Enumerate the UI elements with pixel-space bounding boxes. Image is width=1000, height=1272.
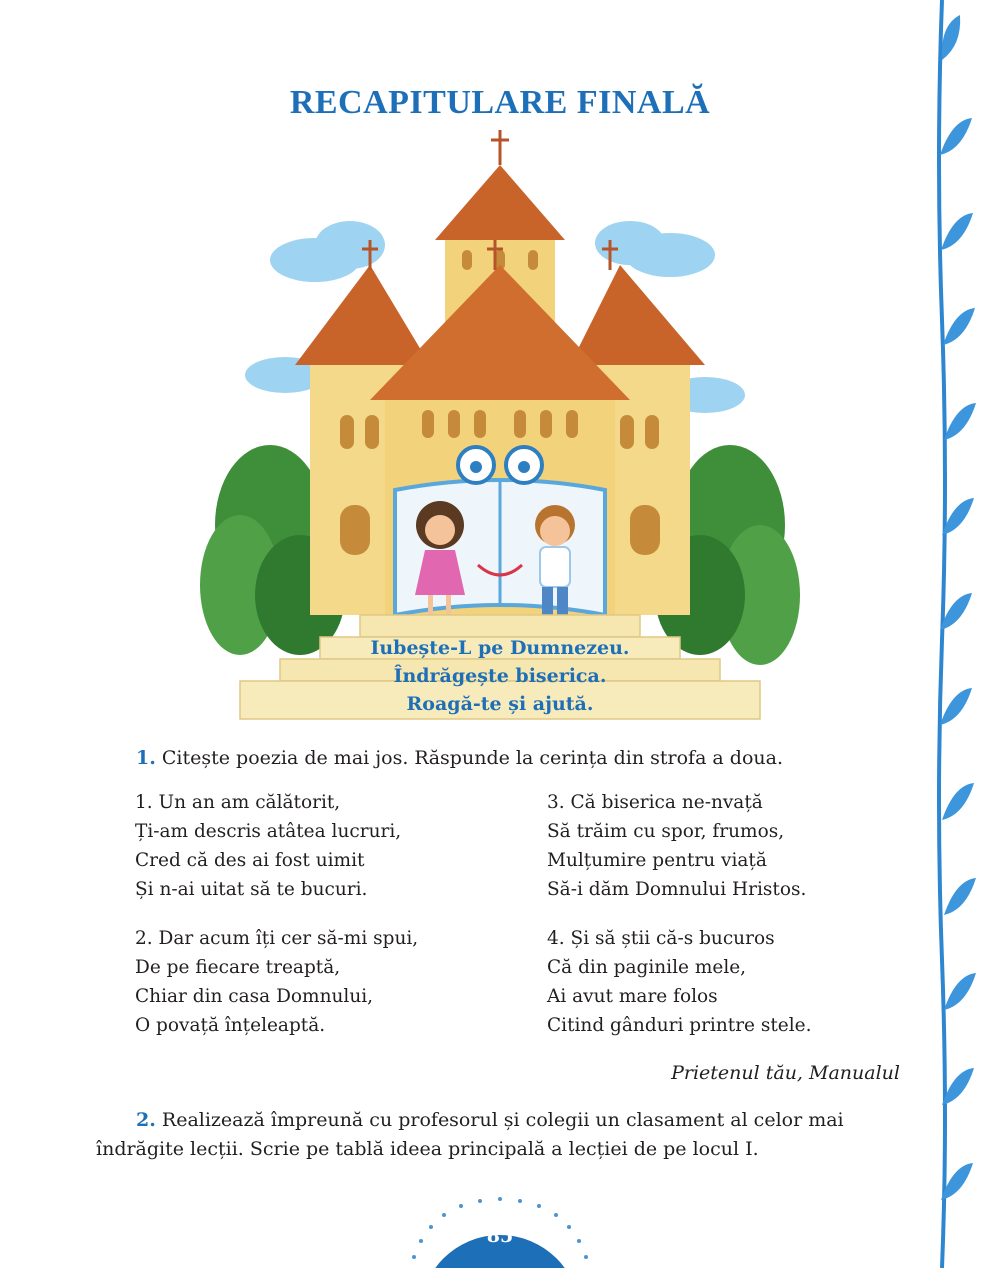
- poem-line: 1. Un an am călătorit,: [135, 792, 341, 813]
- poem-line: Că din paginile mele,: [547, 957, 747, 978]
- poem-line: 2. Dar acum îți cer să-mi spui,: [135, 928, 419, 949]
- motto-line: Iubește-L pe Dumnezeu.: [370, 637, 630, 659]
- poem-line: Să trăim cu spor, frumos,: [547, 821, 785, 842]
- poem-line: Ți-am descris atâtea lucruri,: [135, 821, 402, 842]
- poem-line: Să-i dăm Domnului Hristos.: [547, 879, 807, 900]
- poem-line: Cred că des ai fost uimit: [135, 850, 365, 871]
- page-number-badge: [400, 1185, 600, 1268]
- page-number: 85: [486, 1225, 514, 1247]
- vine-border: [900, 0, 1000, 1268]
- poem-line: Și n-ai uitat să te bucuri.: [135, 879, 368, 900]
- poem-stanza-2: [135, 924, 418, 1040]
- page-title: RECAPITULARE FINALĂ: [289, 84, 711, 121]
- poem-line: 3. Că biserica ne-nvață: [547, 792, 763, 813]
- poem-line: Ai avut mare folos: [547, 986, 718, 1007]
- motto: [300, 634, 700, 718]
- poem-line: O povață înțeleaptă.: [135, 1015, 326, 1036]
- poem-stanza-4: [547, 924, 812, 1040]
- motto-line: Îndrăgește biserica.: [393, 665, 607, 687]
- task-text: Realizează împreună cu profesorul și colegii un clasament al celor mai îndrăgite lecții. Scrie pe tablă ideea principală a lecției de pe locul I.: [96, 1109, 844, 1160]
- task-text: Citește poezia de mai jos. Răspunde la cerința din strofa a doua.: [161, 747, 784, 769]
- poem-signature: Prietenul tău, Manualul: [671, 1062, 900, 1084]
- poem-line: Citind gânduri printre stele.: [547, 1015, 812, 1036]
- poem-line: Mulțumire pentru viață: [547, 850, 767, 871]
- task-number: 1.: [136, 747, 156, 769]
- task-1: [136, 744, 916, 773]
- task-number: 2.: [136, 1109, 156, 1131]
- poem-stanza-3: [547, 788, 806, 904]
- poem-line: 4. Și să știi că-s bucuros: [547, 928, 775, 949]
- task-2: [96, 1106, 926, 1164]
- motto-line: Roagă-te și ajută.: [406, 693, 594, 715]
- poem-stanza-1: [135, 788, 401, 904]
- poem-line: De pe fiecare treaptă,: [135, 957, 341, 978]
- poem-line: Chiar din casa Domnului,: [135, 986, 374, 1007]
